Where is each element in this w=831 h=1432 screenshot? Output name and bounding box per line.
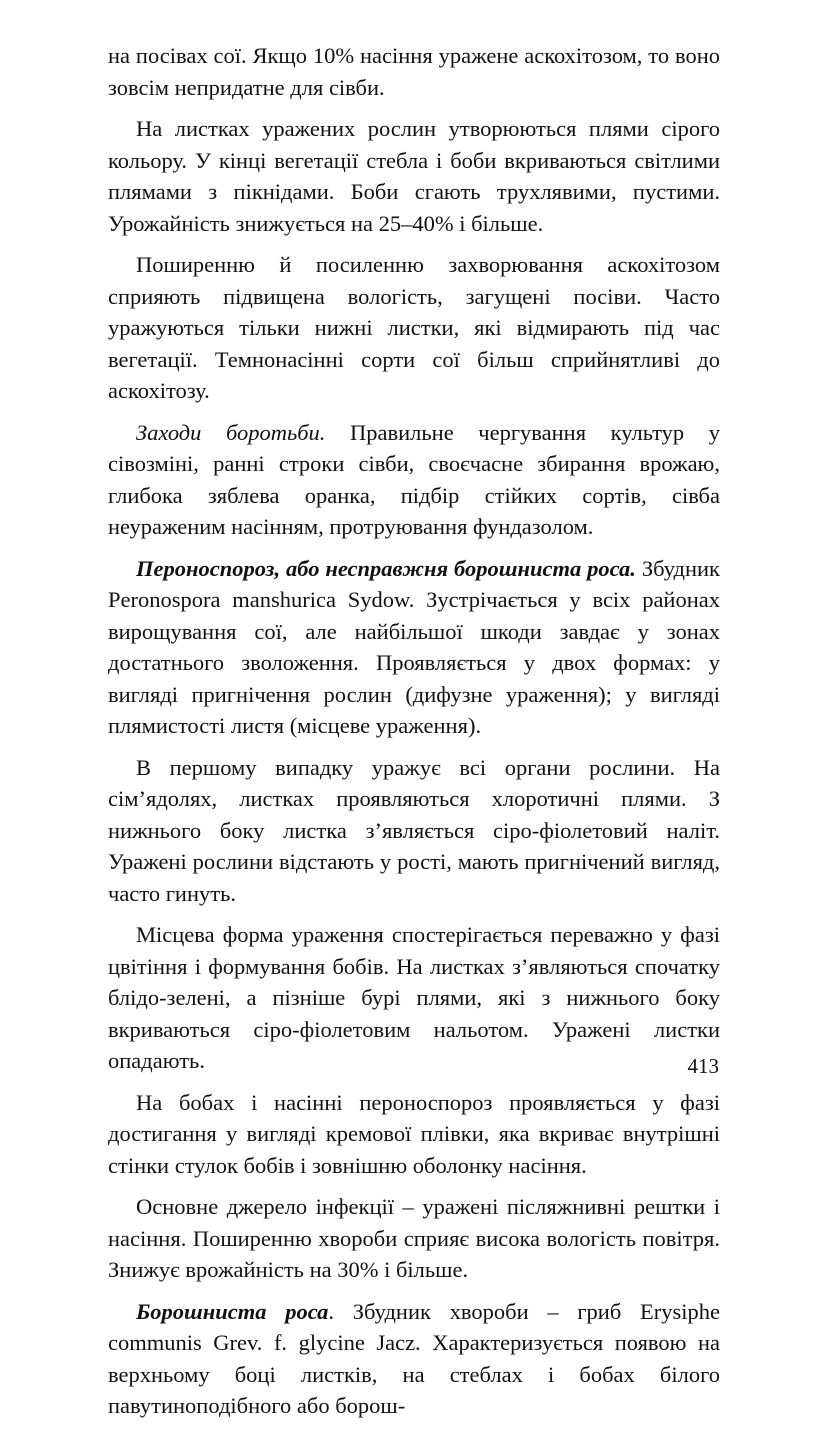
paragraph-text: . Збудник хвороби – гриб Erysiphe communis Grev. f. glycine Jacz. Характеризується появою на верхньому боці листків, на стеблах і бобах білого павутиноподібного або борош- bbox=[108, 1298, 720, 1418]
page-body bbox=[108, 40, 720, 1432]
paragraph-text: Основне джерело інфекції – уражені післяжнивні рештки і насіння. Поширенню хвороби сприяє висока вологість повітря. Знижує врожайність на 30% і більше. bbox=[108, 1194, 720, 1282]
paragraph-7 bbox=[108, 919, 720, 1077]
paragraph-1 bbox=[108, 40, 720, 103]
paragraph-text: Правильне чергування культур у сівозміні, ранні строки сівби, своєчасне збирання врожаю, глибока зяблева оранка, підбір стійких сортів, сівба неураженим насінням, протруювання фундазолом. bbox=[108, 419, 720, 539]
paragraph-text: Місцева форма ураження спостерігається переважно у фазі цвітіння і формування бобів. На листках з’являються спочатку блідо-зелені, а пізніше бурі плями, які з нижнього боку вкриваються сіро-фіолетовим нальотом. Уражені листки опадають. bbox=[108, 922, 720, 1073]
paragraph-9 bbox=[108, 1191, 720, 1286]
paragraph-text: на посівах сої. Якщо 10% насіння уражене аскохітозом, то воно зовсім непридатне для сівби. bbox=[108, 43, 720, 100]
paragraph-4 bbox=[108, 417, 720, 543]
paragraph-text: Збудник Peronospora manshurica Sydow. Зустрічається у всіх районах вирощування сої, але найбільшої шкоди завдає у зонах достатнього зволоження. Проявляється у двох формах: у вигляді пригнічення рослин (дифузне ураження); у вигляді плямистості листя (місцеве ураження). bbox=[108, 555, 720, 738]
paragraph-5 bbox=[108, 553, 720, 742]
paragraph-3 bbox=[108, 249, 720, 407]
paragraph-text: На листках уражених рослин утворюються плями сірого кольору. У кінці вегетації стебла і боби вкриваються світлими плямами з пікнідами. Боби сгають трухлявими, пустими. Урожайність знижується на 25–40% і більше. bbox=[108, 116, 720, 236]
paragraph-10 bbox=[108, 1296, 720, 1422]
paragraph-text: Поширенню й посиленню захворювання аскохітозом сприяють підвищена вологість, загущені посіви. Часто уражуються тільки нижні листки, які відмирають під час вегетації. Темнонасінні сорти сої більш сприйнятливі до аскохітозу. bbox=[108, 252, 720, 403]
paragraph-8 bbox=[108, 1087, 720, 1182]
page-number: 413 bbox=[687, 1054, 719, 1078]
powdery-mildew-heading: Борошниста роса bbox=[136, 1298, 329, 1324]
paragraph-text: В першому випадку уражує всі органи рослини. На сім’ядолях, листках проявляються хлоротичні плями. З нижнього боку листка з’являється сіро-фіолетовий наліт. Уражені рослини відстають у рості, мають пригнічений вигляд, часто гинуть. bbox=[108, 754, 720, 906]
control-measures-heading: Заходи боротьби. bbox=[136, 419, 326, 445]
paragraph-2 bbox=[108, 113, 720, 239]
peronosporosis-heading: Пероноспороз, або несправжня борошниста роса. bbox=[136, 555, 636, 581]
paragraph-text: На бобах і насінні пероноспороз проявляється у фазі достигання у вигляді кремової плівки, яка вкриває внутрішні стінки стулок бобів і зовнішню оболонку насіння. bbox=[108, 1089, 720, 1178]
paragraph-6 bbox=[108, 752, 720, 910]
